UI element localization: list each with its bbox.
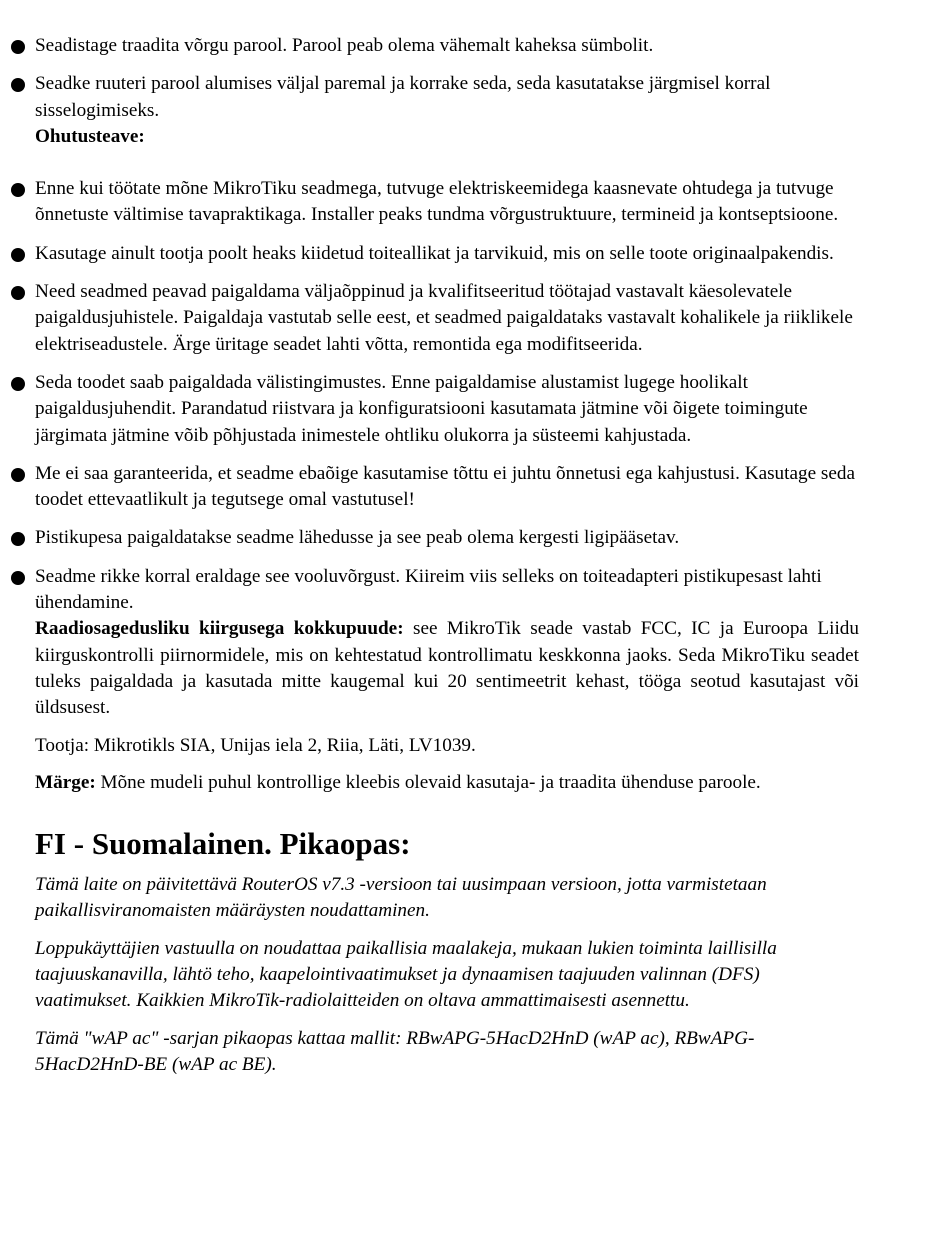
- models-notice: Tämä "wAP ac" -sarjan pikaopas kattaa mallit: RBwAPG-5HacD2HnD (wAP ac), RBwAPG-5HacD2HnD-BE (wAP ac BE).: [35, 1027, 755, 1075]
- bullet-icon: [11, 248, 25, 262]
- section-title: FI - Suomalainen. Pikaopas:: [35, 826, 411, 862]
- bullet-icon: [11, 286, 25, 300]
- setup-step-text: Seadistage traadita võrgu parool. Parool peab olema vähemalt kaheksa sümbolit.: [35, 35, 654, 56]
- note-text: Mõne mudeli puhul kontrollige kleebis olevaid kasutaja- ja traadita ühenduse paroole.: [95, 771, 761, 793]
- rf-exposure-paragraph: [35, 616, 859, 721]
- routeros-notice: Tämä laite on päivitettävä RouterOS v7.3 -versioon tai uusimpaan versioon, jotta varmistetaan paikallisviranomaisten määräysten noudattaminen.: [35, 874, 767, 922]
- list-item: [0, 370, 860, 449]
- setup-step-text: Seadke ruuteri parool alumises väljal paremal ja korrake seda, seda kasutatakse järgmisel korral sisselogimiseks.: [35, 73, 771, 121]
- list-item: [0, 71, 860, 164]
- safety-item-text: Enne kui töötate mõne MikroTiku seadmega, tutvuge elektriskeemidega kaasnevate ohtudega ja tutvuge õnnetuste vältimise tavapraktikaga. Installer peaks tundma võrgustruktuure, termineid ja kontseptsioone.: [35, 178, 839, 226]
- document-page: [0, 33, 950, 1089]
- safety-item-text: Kasutage ainult tootja poolt heaks kiidetud toiteallikat ja tarvikuid, mis on selle toote originaalpakendis.: [35, 242, 834, 264]
- manufacturer-line: Tootja: Mikrotikls SIA, Unijas iela 2, Riia, Läti, LV1039.: [35, 734, 476, 756]
- bullet-icon: [11, 40, 25, 54]
- rf-exposure-label: Raadiosagedusliku kiirgusega kokkupuude:: [35, 618, 404, 640]
- note-paragraph: [35, 770, 859, 796]
- note-label: Märge:: [35, 771, 96, 793]
- list-item: [0, 564, 860, 617]
- spacer: [35, 150, 860, 164]
- safety-item-text: Seda toodet saab paigaldada välistingimustes. Enne paigaldamise alustamist lugege hoolikalt paigaldusjuhendit. Parandatud riistvara ja konfiguratsiooni kasutamata jätmine või õigete toimingute järgimata jätmine võib põhjustada inimestele ohtliku olukorra ja süsteemi kahjustada.: [35, 371, 808, 446]
- list-item: [0, 525, 860, 551]
- safety-item-text: Need seadmed peavad paigaldama väljaõppinud ja kvalifitseeritud töötajad vastavalt käesolevatele paigaldusjuhistele. Paigaldaja vastutab selle eest, et seadmed paigaldataks vastavalt kohalikele ja riiklikele elektriseadustele. Ärge üritage seadet lahti võtta, remontida ega modifitseerida.: [35, 281, 853, 355]
- bullet-icon: [11, 377, 25, 391]
- safety-item-text: Pistikupesa paigaldatakse seadme lähedusse ja see peab olema kergesti ligipääsetav.: [35, 527, 680, 549]
- bullet-icon: [11, 532, 25, 546]
- bullet-icon: [11, 468, 25, 482]
- rf-exposure-text: see MikroTik seade vastab FCC, IC ja Euroopa Liidu kiirguskontrolli piirnormidele, mis on kehtestatud kontrollimatu keskkonna jaoks. Seda MikroTiku seadet tuleks paigaldada ja kasutada mitte kaugemal kui 20 sentimeetrit kehast, tööga seotud kasutajast või üldsusest.: [35, 618, 859, 719]
- compliance-notice: Loppukäyttäjien vastuulla on noudattaa paikallisia maalakeja, mukaan lukien toiminta laillisilla taajuuskanavilla, lähtö teho, kaapelointivaatimukset ja dynaamisen taajuuden valinnan (DFS) vaatimukset. Kaikkien MikroTik-radiolaitteiden on oltava ammattimaisesti asennettu.: [35, 937, 777, 1012]
- list-item: [0, 33, 860, 59]
- bullet-icon: [11, 78, 25, 92]
- list-item: [0, 241, 860, 267]
- bullet-icon: [11, 183, 25, 197]
- bullet-icon: [11, 571, 25, 585]
- safety-item-text: Seadme rikke korral eraldage see vooluvõrgust. Kiireim viis selleks on toiteadapteri pistikupesast lahti ühendamine.: [35, 565, 822, 614]
- list-item: [0, 279, 860, 358]
- list-item: [0, 176, 860, 229]
- list-item: [0, 461, 860, 514]
- safety-item-text: Me ei saa garanteerida, et seadme ebaõige kasutamise tõttu ei juhtu õnnetusi ega kahjustusi. Kasutage seda toodet ettevaatlikult ja tegutsege omal vastutusel!: [35, 462, 855, 511]
- safety-heading: Ohutusteave:: [35, 125, 145, 147]
